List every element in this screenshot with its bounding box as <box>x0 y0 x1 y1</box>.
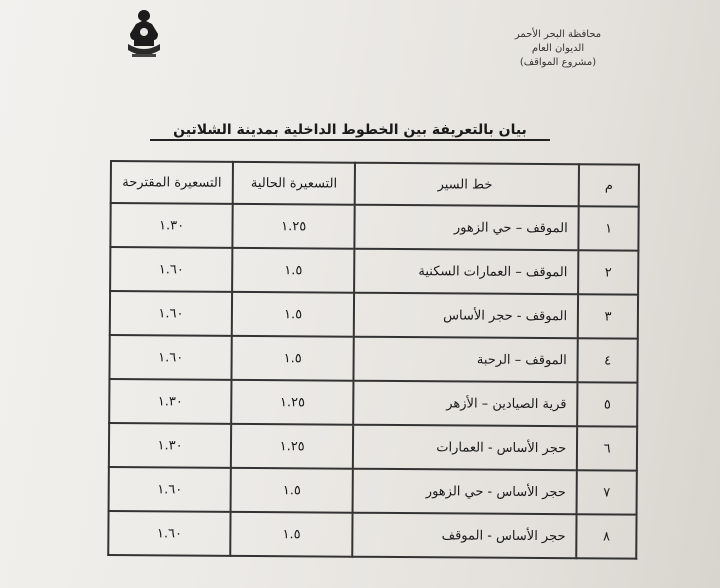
proposed-fare: ١.٦٠ <box>110 291 232 336</box>
proposed-fare: ١.٦٠ <box>109 467 231 512</box>
proposed-fare: ١.٦٠ <box>109 335 231 380</box>
route-name: حجر الأساس - الموقف <box>352 513 576 559</box>
table-row <box>110 203 638 251</box>
row-number: ٥ <box>577 382 637 426</box>
column-header-current-fare: التسعيرة الحالية <box>233 162 355 205</box>
route-name: الموقف - حجر الأساس <box>354 293 578 339</box>
table-row <box>110 247 638 295</box>
row-number: ٧ <box>577 470 637 514</box>
current-fare: ١.٥ <box>232 292 354 337</box>
proposed-fare: ١.٣٠ <box>110 203 232 248</box>
current-fare: ١.٥ <box>232 248 354 293</box>
current-fare: ١.٥ <box>232 336 354 381</box>
row-number: ٢ <box>578 250 638 294</box>
current-fare: ١.٢٥ <box>233 204 355 249</box>
column-header-number: م <box>579 164 639 206</box>
governorate-crest-icon <box>118 4 170 62</box>
route-name: الموقف – حي الزهور <box>355 205 579 251</box>
issuer-header <box>478 28 638 70</box>
row-number: ٦ <box>577 426 637 470</box>
proposed-fare: ١.٦٠ <box>110 247 232 292</box>
row-number: ٨ <box>576 514 636 558</box>
table-row <box>109 335 637 383</box>
column-header-route: خط السير <box>355 163 579 207</box>
column-header-proposed-fare: التسعيرة المقترحة <box>111 161 233 204</box>
current-fare: ١.٢٥ <box>231 424 353 469</box>
proposed-fare: ١.٣٠ <box>109 423 231 468</box>
row-number: ٣ <box>578 294 638 338</box>
document-title: بيان بالتعريفة بين الخطوط الداخلية بمدينة الشلاتين <box>150 122 550 141</box>
governorate-name: محافظة البحر الأحمر <box>514 29 602 40</box>
table-row <box>109 467 637 515</box>
current-fare: ١.٥ <box>231 468 353 513</box>
route-name: الموقف – الرحبة <box>354 337 578 383</box>
table-row <box>109 423 637 471</box>
table-row <box>108 511 636 559</box>
project-name: (مشروع المواقف) <box>519 57 597 68</box>
route-name: حجر الأساس - العمارات <box>353 425 577 471</box>
row-number: ٤ <box>578 338 638 382</box>
current-fare: ١.٢٥ <box>231 380 353 425</box>
current-fare: ١.٥ <box>230 512 352 557</box>
route-name: الموقف – العمارات السكنية <box>354 249 578 295</box>
table-row <box>109 379 637 427</box>
table-header-row <box>111 161 639 207</box>
row-number: ١ <box>579 206 639 250</box>
proposed-fare: ١.٣٠ <box>109 379 231 424</box>
office-name: الديوان العام <box>531 43 585 54</box>
route-name: قرية الصيادين – الأزهر <box>353 381 577 427</box>
proposed-fare: ١.٦٠ <box>108 511 230 556</box>
route-name: حجر الأساس - حي الزهور <box>353 469 577 515</box>
table-row <box>110 291 638 339</box>
fares-table <box>107 160 640 560</box>
